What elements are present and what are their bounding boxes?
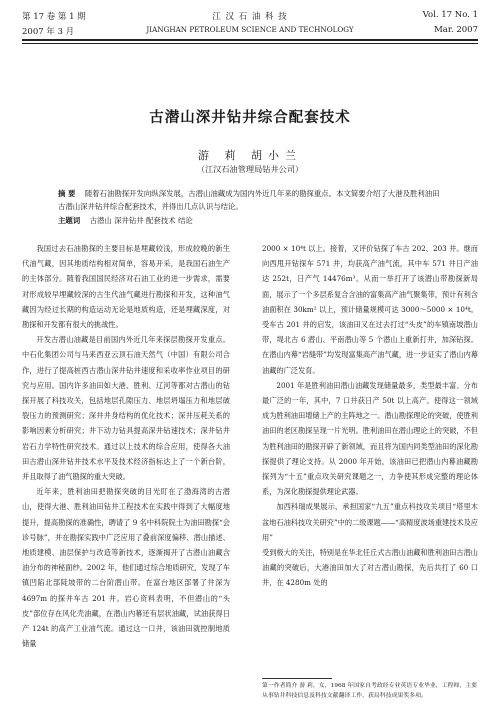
keywords-label: 主题词 (58, 216, 81, 225)
keywords (58, 215, 446, 226)
article-authors: 游 莉 胡小兰 (198, 149, 302, 162)
abstract-label: 摘 要 (58, 189, 76, 198)
author-affiliation: （江汉石油管理局钻井公司） (196, 164, 304, 174)
article-title: 古潜山深井钻井综合配套技术 (149, 109, 351, 126)
footnote-rule (262, 678, 332, 679)
paragraph: 加西科瑞成果展示，承担国家“九五”重点科技攻关项目“塔里木盆地石油科技攻关研究”中的二级课题——“高精度波场重建技术及应用” (262, 502, 478, 542)
paragraph: 受到极大的关注，特别是在华北任丘式古潜山油藏和胜利油田古潜山油藏的突破后，大港油田加大了对古潜山勘探，先后共打了 60 口井，在 4280m 处的 (262, 548, 478, 588)
body-column-left (22, 241, 230, 651)
volume-issue-en: Vol. 17 No. 1 (422, 10, 478, 20)
paragraph: 我国过去石油勘探的主要目标是埋藏较浅，形成较晚的新生代油气藏，因其地质结构相对简单，容易开采，是我国石油生产的主体部分。随着我国国民经济对石油工业的进一步需求，需要对形成较早埋藏较深的古生代油气藏进行勘探和开发，这种油气藏因为经过长期的构造运动无论是地质构造，还是埋藏深度，对勘探和开发都有很大的挑战性。 (22, 244, 230, 330)
volume-issue: 第 17 卷 第 1 期 (22, 12, 86, 22)
author-footnote: 第一作者简介 游 莉，女，1968 年国家自考政经专业英语专业毕业，工程师，主要从事钻井科技信息及科技文献翻译工作，获局科技成果奖多项。 (262, 683, 477, 699)
keywords-text: 古潜山 深井钻井 配套技术 结论 (89, 216, 193, 225)
abstract (58, 187, 446, 213)
running-header (22, 10, 478, 38)
paragraph: 近年来，胜利油田把勘探突破的目光盯在了渤海湾的古潜山，使得大港、胜利油田钻井工程技术在实践中得到了大幅度地提升，提高勘探的准确性，聘请了 9 名中科院院士为油田勘探“会诊号脉”，并在勘探实践中广泛应用了叠前深度偏移、潜山描述、地质建模、油层保护与改造等新技术，逐渐揭开了古潜山油藏含油分布的神秘面纱。2002 年，他们通过综合地质研究，发现了车镇凹陷北部陡坡带的二台阶潜山带。在富台地区部署了井深为 4697m 的探井车古 201 井。岩心资料表明，不但潜山的“头皮”部位存在风化壳油藏，在潜山内幕还有层状油藏，试油获得日产 124t 的高产工业油气流。通过这一口井，该油田就控制地质储量 (22, 487, 230, 649)
header-rule-thick (22, 39, 478, 41)
paragraph: 开发古潜山油藏是目前国内外近几年来探层勘探开发重点。中石化集团公司与马来西亚云顶石油天然气（中国）有限公司合作，进行了提高桩西古潜山深井钻井速度和采收率作业项目的研究与应用。国内许多油田如大港、胜利、辽河等都对古潜山的钻探开展了科技攻关，包括地层孔隙压力、地层坍塌压力和地层破裂压力的预测研究；深井井身结构的优化技术；深井压耗关系的影响因素分析研究；井下动力钻具提高深井钻速技术；深井钻井岩石力学特性研究技术。通过以上技术的综合应用，使得各大油田古潜山深井钻井技术水平及技术经济指标达上了一个新台阶，并且取得了油气勘探的重大突破。 (22, 335, 230, 482)
publication-date: 2007 年 3 月 (22, 27, 75, 37)
paragraph: 2001 年是胜利油田潜山油藏发现储量最多，类型最丰富、分布最广泛的一年，其中，7 口井获日产 50t 以上高产。使得这一领域成为胜利油田增储上产的主阵地之一。潜山勘探理论的突破，使胜利油田的老区勘探呈现一片光明。胜利油田在潜山理论上的突破，不但为胜利油田的勘探开辟了新领域，而且将为国内同类型油田的深化勘探提供了理论支持。从 2000 年开始，该油田已把潜山内幕油藏勘探列为“十五”重点攻关研究课题之一，力争使其形成完整的理论体系，为深化勘探提供理论武器。 (262, 380, 478, 497)
journal-name-cn: 江 汉 石 油 科 技 (212, 12, 288, 22)
abstract-text: 随着石油勘探开发向纵深发展，古潜山油藏成为国内外近几年来的勘探重点。本文简要介绍了大港及胜利油田古潜山深井钻井综合配套技术，并得出几点认识与结论。 (58, 189, 440, 211)
body-column-right (262, 241, 478, 591)
paragraph: 2000 × 10⁴t 以上。接着，又评价钻探了车古 202、203 井。继而向西甩开钻探车 571 井，均获高产油气流，其中车 571 井日产油达 252t，日产气 14476m³。从而一举打开了该潜山带勘探新局面，展示了一个多层系复合含油的富集高产油气聚集带，预计有利含油面积在 30km² 以上，预计储量规模可达 3000～5000 × 10⁴t。受车古 201 井的启发，该油田又在过去打过“头皮”的车镇南坡潜山带，堤北古 6 潜山、平南潜山等 5 个潜山上重新打井，加深钻探。在潜山内幕“岩缝带”均发现富集高产油气藏，进一步证实了潜山内幕油藏的广泛发育。 (262, 244, 478, 375)
header-rule-thin (22, 43, 478, 44)
publication-date-en: Mar. 2007 (434, 25, 478, 35)
journal-name-en: JIANGHAN PETROLEUM SCIENCE AND TECHNOLOGY (146, 25, 354, 34)
